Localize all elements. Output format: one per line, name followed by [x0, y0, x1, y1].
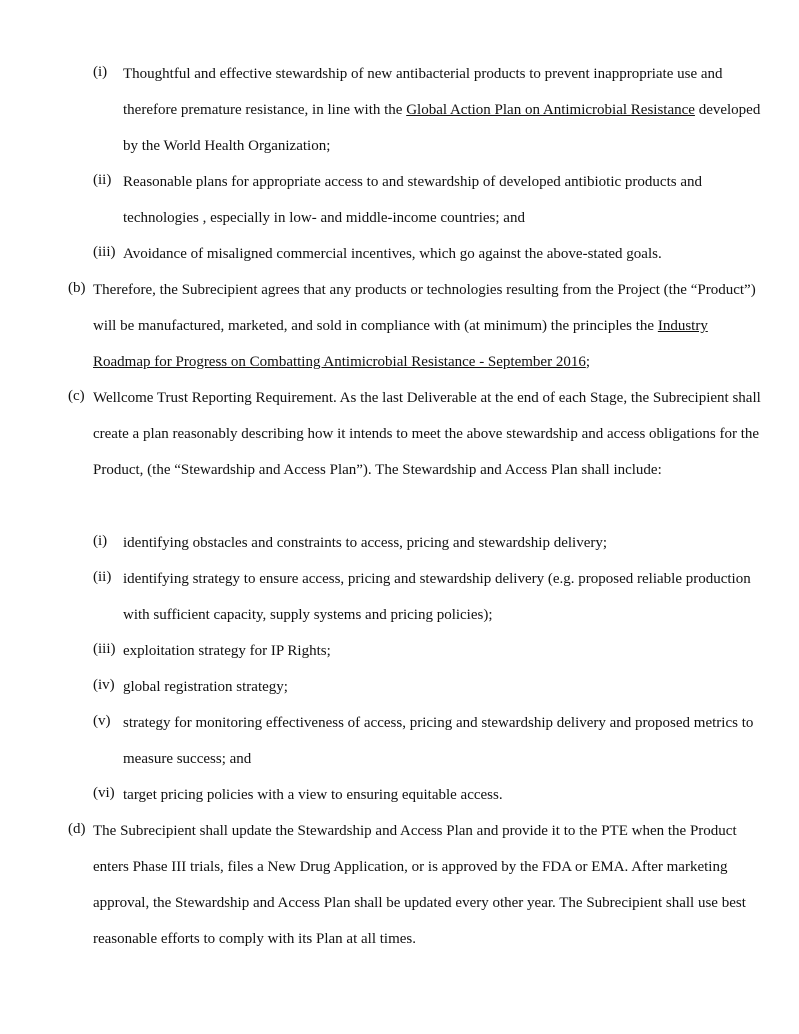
item-text: target pricing policies with a view to ensuring equitable access.	[123, 787, 503, 803]
item-label: (ii)	[93, 569, 112, 585]
item-label: (iv)	[93, 677, 115, 693]
paragraph-label: (b)	[68, 280, 86, 296]
item-text: identifying obstacles and constraints to access, pricing and stewardship delivery;	[123, 535, 608, 551]
paragraph-label: (c)	[68, 388, 85, 404]
item-text: global registration strategy;	[123, 679, 288, 695]
item-label: (v)	[93, 713, 111, 729]
item-text: Avoidance of misaligned commercial incentives, which go against the above-stated goals.	[123, 246, 662, 262]
paragraph-text: Therefore, the Subrecipient agrees that any products or technologies resulting from the Project (the “Product”) will be manufactured, marketed, and sold in compliance with (at minimum) the principles the Industry Roadmap for Progress on Combatting Antimicrobial Resistance - September 2016;	[93, 282, 756, 371]
item-text: exploitation strategy for IP Rights;	[123, 643, 331, 659]
item-text: Reasonable plans for appropriate access to and stewardship of developed antibiotic products and technologies , especially in low- and middle-income countries; and	[123, 174, 702, 227]
item-label: (iii)	[93, 244, 116, 260]
item-label: (vi)	[93, 785, 115, 801]
item-label: (ii)	[93, 172, 112, 188]
paragraph-text: The Subrecipient shall update the Stewardship and Access Plan and provide it to the PTE when the Product enters Phase III trials, files a New Drug Application, or is approved by the FDA or EMA. After marketing approval, the Stewardship and Access Plan shall be updated every other year. The Subrecipient shall use best reasonable efforts to comply with its Plan at all times.	[93, 823, 746, 948]
item-text: identifying strategy to ensure access, pricing and stewardship delivery (e.g. proposed reliable production with sufficient capacity, supply systems and pricing policies);	[123, 571, 751, 624]
item-text: strategy for monitoring effectiveness of access, pricing and stewardship delivery and proposed metrics to measure success; and	[123, 715, 754, 768]
global-action-plan-link[interactable]: Global Action Plan on Antimicrobial Resistance	[406, 102, 695, 119]
item-label: (i)	[93, 533, 108, 549]
item-text: Thoughtful and effective stewardship of new antibacterial products to prevent inappropriate use and therefore premature resistance, in line with the Global Action Plan on Antimicrobial Resistance developed by the World Health Organization;	[123, 66, 761, 155]
item-label: (i)	[93, 64, 108, 80]
industry-roadmap-link[interactable]: Industry Roadmap for Progress on Combatting Antimicrobial Resistance - September 2016	[93, 318, 708, 371]
paragraph-label: (d)	[68, 821, 86, 837]
item-label: (iii)	[93, 641, 116, 657]
paragraph-text: Wellcome Trust Reporting Requirement. As the last Deliverable at the end of each Stage, the Subrecipient shall create a plan reasonably describing how it intends to meet the above stewardship and access obligations for the Product, (the “Stewardship and Access Plan”). The Stewardship and Access Plan shall include:	[93, 390, 761, 479]
